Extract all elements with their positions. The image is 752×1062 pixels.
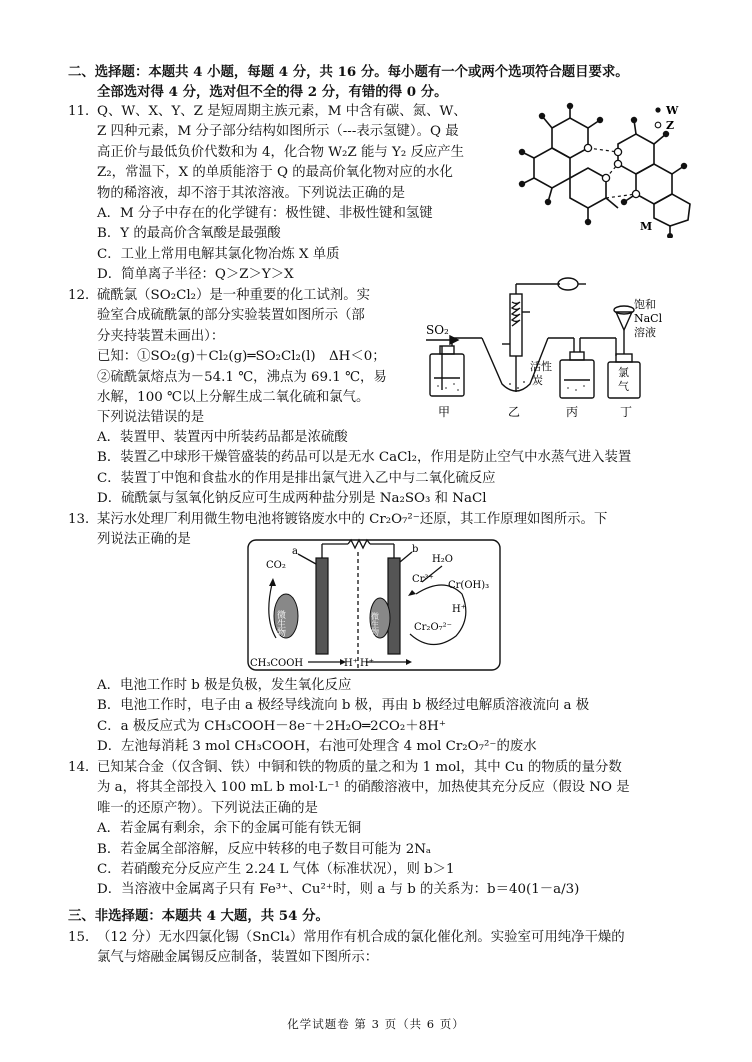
legend-w: W bbox=[666, 104, 679, 117]
label-ding: 丁 bbox=[620, 405, 633, 419]
q11-line: 物的稀溶液，却不溶于其浓溶液。下列说法正确的是 bbox=[97, 185, 405, 201]
microbe-label-right: 微生物 bbox=[370, 612, 380, 636]
label-jia: 甲 bbox=[438, 405, 451, 419]
electrode-a-label: a bbox=[292, 546, 298, 557]
question-12-options bbox=[68, 428, 708, 510]
q13-line: 某污水处理厂利用微生物电池将镀铬废水中的 Cr₂O₇²⁻还原，其工作原理如图所示。下 bbox=[97, 512, 608, 527]
label-saturated: 饱和 bbox=[634, 298, 656, 311]
question-number: 11． bbox=[68, 104, 99, 119]
label-co2: CO₂ bbox=[266, 560, 286, 571]
section2-heading-line1: 二、选择题：本题共 4 小题，每题 4 分，共 16 分。每小题有一个或两个选项符合题目要求。 bbox=[68, 64, 629, 80]
question-14 bbox=[68, 758, 708, 901]
q11-line: 高正价与最低负价代数和为 4，化合物 W₂Z 能与 Y₂ 反应产生 bbox=[97, 144, 465, 160]
option-d[interactable]: D．左池每消耗 3 mol CH₃COOH，右池可处理含 4 mol Cr₂O₇²⁻的废水 bbox=[97, 739, 537, 755]
label-nacl: NaCl bbox=[634, 312, 663, 325]
option-c[interactable]: C．若硝酸充分反应产生 2.24 L 气体（标准状况），则 b＞1 bbox=[97, 862, 455, 878]
option-b[interactable]: B．若金属全部溶解，反应中转移的电子数目可能为 2Nₐ bbox=[97, 841, 432, 857]
option-c[interactable]: C．a 极反应式为 CH₃COOH－8e⁻＋2H₂O═2CO₂＋8H⁺ bbox=[97, 718, 446, 734]
question-13-options bbox=[68, 676, 708, 758]
apparatus-figure bbox=[420, 272, 680, 432]
label-chlorine-1: 氯 bbox=[618, 366, 629, 379]
figure-label-m: M bbox=[640, 220, 653, 233]
q14-line: 为 a，将其全部投入 100 mL b mol·L⁻¹ 的硝酸溶液中，加热使其充分反应（假设 NO 是 bbox=[97, 780, 630, 796]
label-h2o: H₂O bbox=[432, 554, 453, 565]
q12-line: 下列说法错误的是 bbox=[97, 410, 205, 426]
label-activated-2: 炭 bbox=[532, 374, 543, 387]
q11-line: Z₂，常温下，X 的单质能溶于 Q 的最高价氧化物对应的水化 bbox=[97, 165, 453, 181]
label-hplus-right-cell: H⁺ bbox=[452, 604, 466, 615]
section2-heading bbox=[68, 62, 708, 103]
option-d[interactable]: D．简单离子半径：Q＞Z＞Y＞X bbox=[97, 267, 294, 283]
q12-line: ②硫酰氯熔点为－54.1 ℃，沸点为 69.1 ℃，易 bbox=[97, 369, 387, 385]
label-bing: 丙 bbox=[566, 405, 579, 419]
q15-line: （12 分）无水四氯化锡（SnCl₄）常用作有机合成的氯化催化剂。实验室可用纯净干燥的 bbox=[97, 930, 625, 945]
question-15 bbox=[68, 928, 708, 969]
legend-z: Z bbox=[666, 119, 675, 132]
q14-line: 已知某合金（仅含铜、铁）中铜和铁的物质的量之和为 1 mol，其中 Cu 的物质的量分数 bbox=[97, 760, 622, 775]
q12-line: 已知：①SO₂(g)＋Cl₂(g)═SO₂Cl₂(l) ΔH＜0； bbox=[97, 349, 386, 365]
label-cr2o7: Cr₂O₇²⁻ bbox=[414, 622, 452, 633]
label-yi: 乙 bbox=[508, 405, 521, 419]
label-solution: 溶液 bbox=[634, 326, 656, 339]
section2-heading-line2: 全部选对得 4 分，选对但不全的得 2 分，有错的得 0 分。 bbox=[97, 84, 448, 101]
label-hplus-left: H⁺ bbox=[344, 658, 358, 669]
question-number: 14． bbox=[68, 760, 99, 775]
option-b[interactable]: B．电池工作时，电子由 a 极经导线流向 b 极，再由 b 极经过电解质溶液流向 a 极 bbox=[97, 698, 590, 714]
q15-line: 氯气与熔融金属锡反应制备，装置如下图所示： bbox=[97, 950, 379, 966]
section3-heading-text: 三、非选择题：本题共 4 大题，共 54 分。 bbox=[68, 908, 329, 924]
option-c[interactable]: C．装置丁中饱和食盐水的作用是排出氯气进入乙中与二氧化硫反应 bbox=[97, 470, 496, 486]
electrode-b-label: b bbox=[412, 544, 419, 555]
q12-line: 硫酰氯（SO₂Cl₂）是一种重要的化工试剂。实 bbox=[97, 288, 371, 303]
label-cr3: Cr³⁺ bbox=[412, 574, 434, 585]
option-a[interactable]: A．M 分子中存在的化学键有：极性键、非极性键和氢键 bbox=[97, 206, 433, 222]
option-d[interactable]: D．当溶液中金属离子只有 Fe³⁺、Cu²⁺时，则 a 与 b 的关系为：b＝40(1－a/3) bbox=[97, 882, 580, 898]
label-croh3: Cr(OH)₃ bbox=[448, 580, 490, 591]
section3-heading bbox=[68, 906, 708, 926]
molecule-m-figure bbox=[500, 98, 700, 238]
q11-line: Z 四种元素，M 分子部分结构如图所示（---表示氢键）。Q 最 bbox=[97, 124, 459, 140]
option-c[interactable]: C．工业上常用电解其氯化物冶炼 X 单质 bbox=[97, 246, 340, 262]
option-d[interactable]: D．硫酰氯与氢氧化钠反应可生成两种盐分别是 Na₂SO₃ 和 NaCl bbox=[97, 491, 487, 507]
label-hplus-right: H⁺ bbox=[360, 658, 374, 669]
label-ch3cooh: CH₃COOH bbox=[250, 658, 304, 669]
microbe-label-left: 微生物 bbox=[275, 610, 285, 637]
q14-line: 唯一的还原产物）。下列说法正确的是 bbox=[97, 800, 318, 816]
question-number: 12． bbox=[68, 288, 99, 303]
label-so2: SO₂ bbox=[426, 323, 449, 337]
label-activated-1: 活性 bbox=[530, 360, 552, 373]
option-a[interactable]: A．装置甲、装置丙中所装药品都是浓硫酸 bbox=[97, 430, 348, 445]
q12-line: 验室合成硫酰氯的部分实验装置如图所示（部 bbox=[97, 308, 365, 324]
microbial-cell-figure bbox=[246, 538, 502, 672]
question-12 bbox=[68, 286, 418, 429]
q12-line: 分夹持装置未画出）： bbox=[97, 328, 225, 344]
option-a[interactable]: A．电池工作时 b 极是负极，发生氧化反应 bbox=[97, 678, 352, 693]
question-11 bbox=[68, 102, 508, 286]
page-footer: 化学试题卷 第 3 页（共 6 页） bbox=[287, 1017, 465, 1031]
q13-line: 列说法正确的是 bbox=[97, 532, 191, 548]
q11-line: Q、W、X、Y、Z 是短周期主族元素，M 中含有碳、氮、W、 bbox=[97, 104, 467, 119]
option-b[interactable]: B．装置乙中球形干燥管盛装的药品可以是无水 CaCl₂，作用是防止空气中水蒸气进入装置 bbox=[97, 450, 632, 466]
option-b[interactable]: B．Y 的最高价含氧酸是最强酸 bbox=[97, 226, 281, 242]
q12-line: 水解，100 ℃以上分解生成二氧化硫和氯气。 bbox=[97, 390, 370, 406]
question-number: 13． bbox=[68, 512, 99, 527]
label-chlorine-2: 气 bbox=[618, 380, 629, 393]
option-a[interactable]: A．若金属有剩余，余下的金属可能有铁无铜 bbox=[97, 821, 362, 837]
question-number: 15． bbox=[68, 930, 99, 945]
